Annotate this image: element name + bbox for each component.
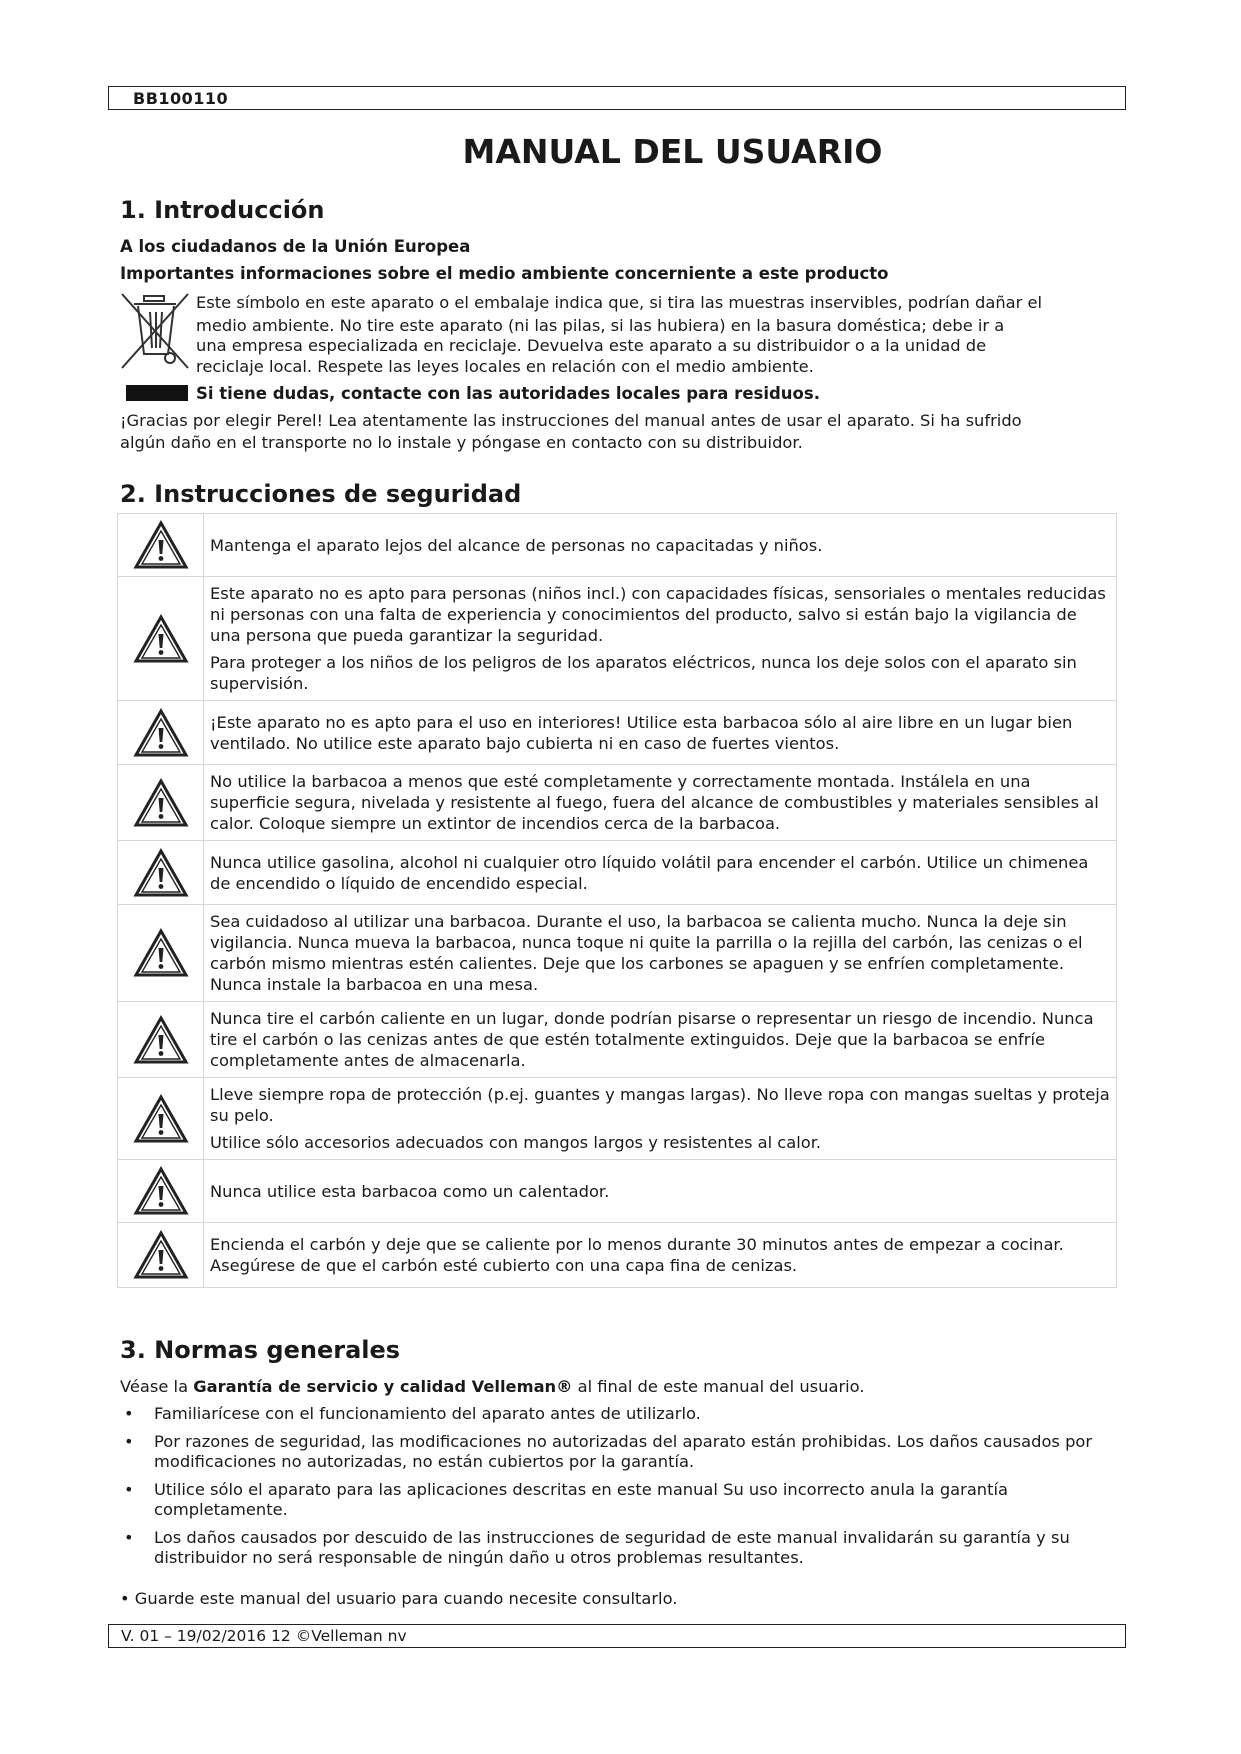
environment-heading: Importantes informaciones sobre el medio ambiente concerniente a este producto [120,264,889,283]
safety-row [118,577,1117,701]
safety-row [118,514,1117,577]
safety-text: No utilice la barbacoa a menos que esté completamente y correctamente montada. Instálela en una superficie segura, nivelada y resistente al fuego, fuera del alcance de combustibles y materiales sensibles al calor. Coloque siempre un extintor de incendios cerca de la barbacoa. [210,772,1099,833]
safety-icon-cell [118,701,204,765]
footer-box [108,1624,1126,1648]
warning-triangle-icon [133,614,189,664]
warning-triangle-icon [133,1230,189,1280]
safety-text-cell [204,1160,1117,1223]
safety-text: Nunca utilice gasolina, alcohol ni cualquier otro líquido volátil para encender el carbón. Utilice un chimenea de encendido o líquido de encendido especial. [210,852,1089,893]
eu-heading: A los ciudadanos de la Unión Europea [120,237,471,256]
safety-row [118,701,1117,765]
weee-line-2: medio ambiente. No tire este aparato (ni las pilas, si las hubiera) en la basura doméstica; debe ir a [196,316,1005,335]
safety-text: Nunca utilice esta barbacoa como un calentador. [210,1181,610,1201]
crossed-out-bin-icon [120,292,192,372]
warning-triangle-icon [133,1094,189,1144]
warning-triangle-icon [133,520,189,570]
safety-text: Este aparato no es apto para personas (niños incl.) con capacidades físicas, sensoriales o mentales reducidas ni personas con una falta de experiencia y conocimientos del producto, salvo si están bajo la vigilancia de una persona que pueda garantizar la seguridad. [210,584,1106,645]
norm-item: • Por razones de seguridad, las modificaciones no autorizadas del aparato están prohibidas. Los daños causados por modificaciones no autorizadas, no están cubiertos por la garantía. [120,1432,1110,1472]
warranty-name: Garantía de servicio y calidad Velleman® [193,1377,573,1396]
safety-text-cell [204,841,1117,905]
footer-text: V. 01 – 19/02/2016 12 ©Velleman nv [121,1627,407,1645]
weee-line-1: Este símbolo en este aparato o el embalaje indica que, si tira las muestras inservibles, podrían dañar el [196,293,1043,312]
safety-text-cell [204,701,1117,765]
warning-triangle-icon [133,1166,189,1216]
safety-icon-cell [118,1002,204,1078]
norm-item: • Familiarícese con el funcionamiento del aparato antes de utilizarlo. [120,1404,1110,1424]
section-2-heading: 2. Instrucciones de seguridad [120,480,522,508]
section-3-heading: 3. Normas generales [120,1336,401,1364]
safety-icon-cell [118,514,204,577]
safety-text-cell [204,1223,1117,1288]
safety-text-extra: Utilice sólo accesorios adecuados con mangos largos y resistentes al calor. [210,1133,822,1152]
safety-text-cell [204,577,1117,701]
warning-triangle-icon [133,1015,189,1065]
thanks-line-2: algún daño en el transporte no lo instale y póngase en contacto con su distribuidor. [120,433,803,452]
safety-text-cell [204,1002,1117,1078]
safety-table [117,513,1117,1288]
weee-line-4: reciclaje local. Respete las leyes locales en relación con el medio ambiente. [196,357,814,376]
safety-row [118,1002,1117,1078]
safety-icon-cell [118,577,204,701]
safety-row [118,1160,1117,1223]
page-title: MANUAL DEL USUARIO [462,132,883,171]
safety-text-cell [204,905,1117,1002]
safety-icon-cell [118,905,204,1002]
thanks-line-1: ¡Gracias por elegir Perel! Lea atentamente las instrucciones del manual antes de usar el aparato. Si ha sufrido [120,411,1022,430]
safety-icon-cell [118,841,204,905]
safety-text: Mantenga el aparato lejos del alcance de personas no capacitadas y niños. [210,535,823,555]
weee-line-3: una empresa especializada en reciclaje. Devuelva este aparato a su distribuidor o a la unidad de [196,336,987,355]
safety-text-cell [204,514,1117,577]
product-code: BB100110 [133,89,229,108]
safety-text-cell [204,765,1117,841]
safety-row [118,1078,1117,1160]
safety-text: Lleve siempre ropa de protección (p.ej. guantes y mangas largas). No lleve ropa con mangas sueltas y proteja su pelo. [210,1085,1110,1125]
header-box [108,86,1126,110]
section-1-heading: 1. Introducción [120,196,325,224]
warning-triangle-icon [133,708,189,758]
safety-text: Encienda el carbón y deje que se caliente por lo menos durante 30 minutos antes de empezar a cocinar. Asegúrese de que el carbón esté cubierto con una capa fina de cenizas. [210,1235,1064,1275]
safety-text: Sea cuidadoso al utilizar una barbacoa. Durante el uso, la barbacoa se calienta mucho. Nunca la deje sin vigilancia. Nunca mueva la barbacoa, nunca toque ni quite la parrilla o la rejilla del carbón, las cenizas o el carbón mismo mientras estén calientes. Deje que los carbones se apaguen y se enfríen completamente. Nunca instale la barbacoa en una mesa. [210,912,1083,994]
general-norms-list [120,1404,1110,1576]
safety-text: ¡Este aparato no es apto para el uso en interiores! Utilice esta barbacoa sólo al aire libre en un lugar bien ventilado. No utilice este aparato bajo cubierta ni en caso de fuertes vientos. [210,712,1073,753]
safety-text-extra: Para proteger a los niños de los peligros de los aparatos eléctricos, nunca los deje solos con el aparato sin supervisión. [210,653,1077,693]
warranty-intro: Véase la Garantía de servicio y calidad Velleman® al final de este manual del usuario. [120,1377,865,1396]
safety-icon-cell [118,1160,204,1223]
doubt-text: Si tiene dudas, contacte con las autoridades locales para residuos. [196,384,820,403]
safety-text: Nunca tire el carbón caliente en un lugar, donde podrían pisarse o representar un riesgo de incendio. Nunca tire el carbón o las cenizas antes de que estén totalmente extinguidos. Deje que la barbacoa se enfríe completamente antes de almacenarla. [210,1009,1094,1070]
safety-icon-cell [118,1223,204,1288]
last-bullet: • Guarde este manual del usuario para cuando necesite consultarlo. [120,1589,678,1608]
black-bar [126,385,188,401]
safety-row [118,905,1117,1002]
safety-row [118,841,1117,905]
warning-triangle-icon [133,778,189,828]
norm-item: • Los daños causados por descuido de las instrucciones de seguridad de este manual invalidarán su garantía y su distribuidor no será responsable de ningún daño u otros problemas resultantes. [120,1528,1110,1568]
safety-icon-cell [118,765,204,841]
norm-item: • Utilice sólo el aparato para las aplicaciones descritas en este manual Su uso incorrecto anula la garantía completamente. [120,1480,1110,1520]
safety-row [118,1223,1117,1288]
warning-triangle-icon [133,928,189,978]
safety-icon-cell [118,1078,204,1160]
warning-triangle-icon [133,848,189,898]
safety-text-cell [204,1078,1117,1160]
safety-row [118,765,1117,841]
